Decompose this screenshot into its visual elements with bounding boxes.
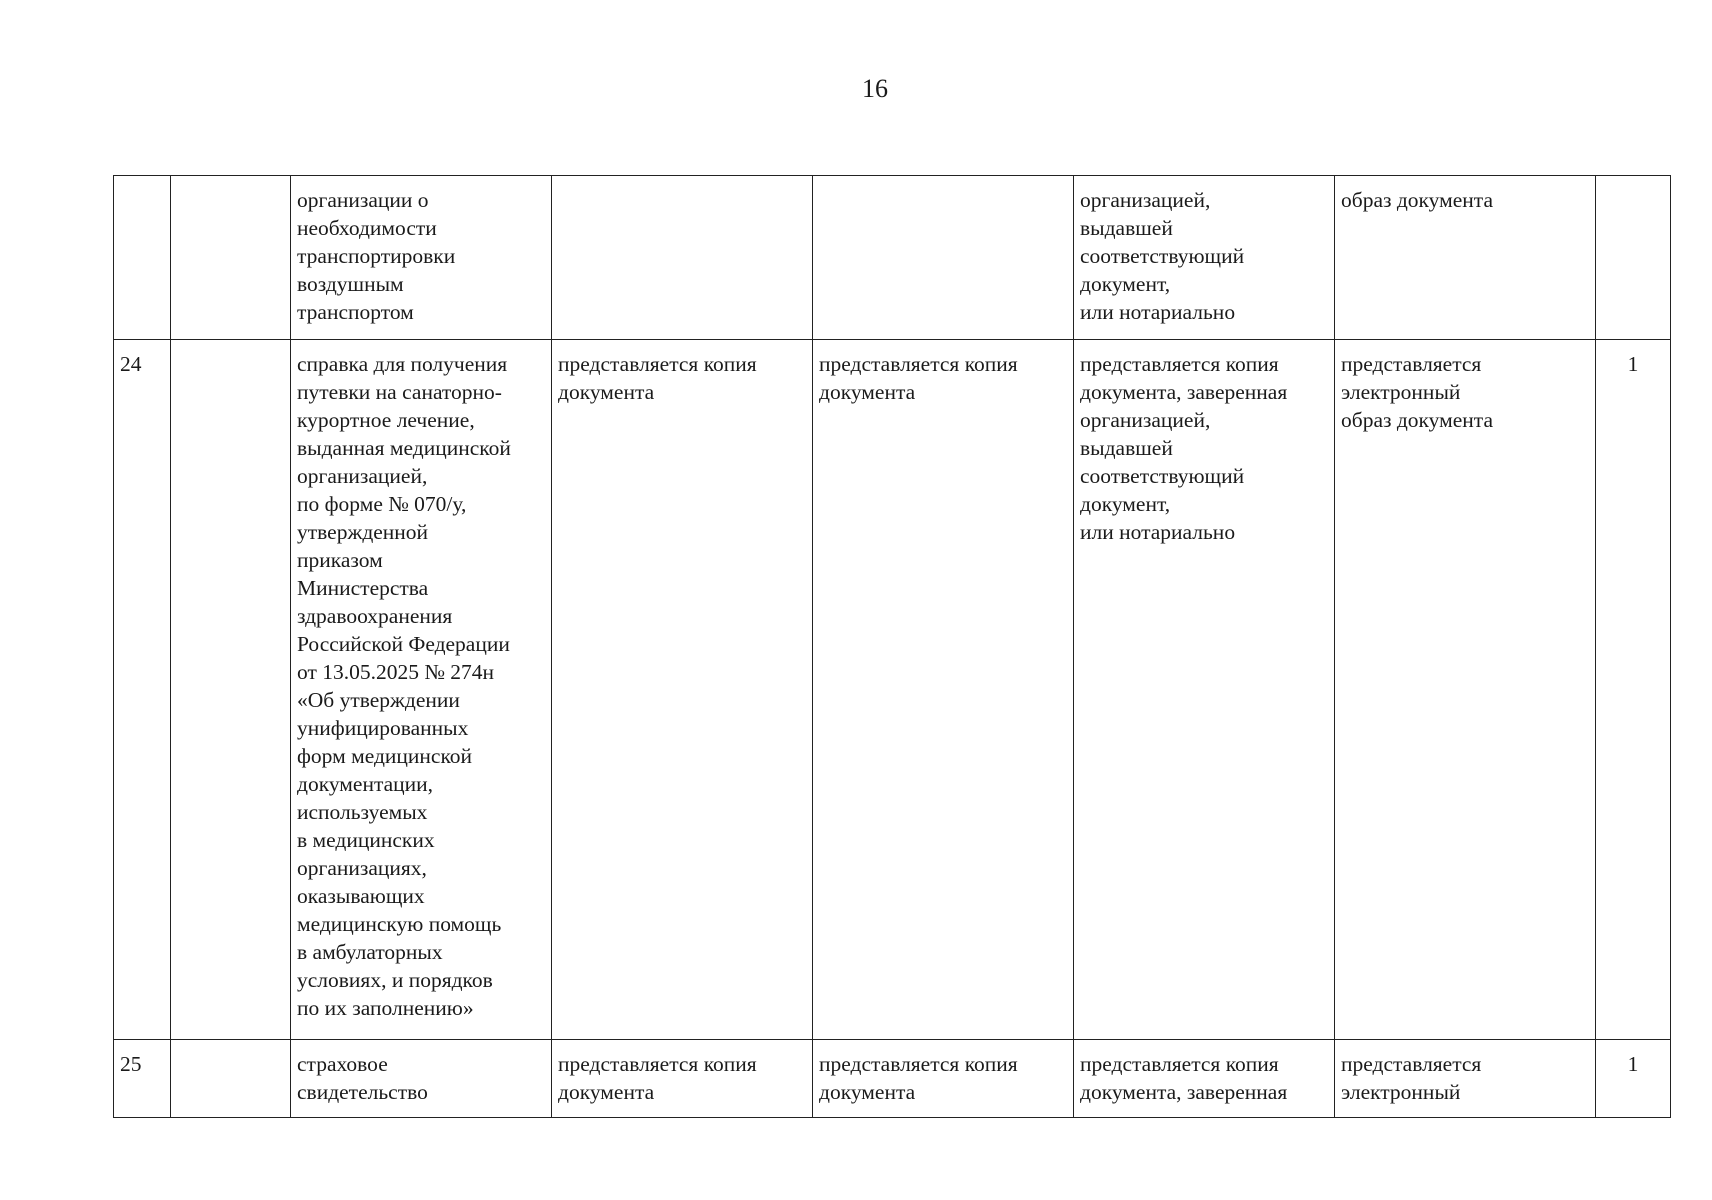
table-cell: представляется копия документа [813, 340, 1074, 1040]
table-cell: организацией, выдавшей соответствующий документ, или нотариально [1074, 176, 1335, 340]
count-cell [1596, 176, 1671, 340]
row-number-cell [114, 176, 171, 340]
document-name-cell: справка для получения путевки на санаторно- курортное лечение, выданная медицинской организацией, по форме № 070/у, утвержденной приказом Министерства здравоохранения Российской Федерации от 13.05.2025 № 274н «Об утверждении унифицированных форм медицинской документации, используемых в медицинских организациях, оказывающих медицинскую помощь в амбулаторных условиях, и порядков по их заполнению» [291, 340, 552, 1040]
table-cell [171, 340, 291, 1040]
document-name-cell: страховое свидетельство [291, 1040, 552, 1118]
table-cell: представляется копия документа [552, 1040, 813, 1118]
table-cell: представляется копия документа [552, 340, 813, 1040]
document-name-cell: организации о необходимости транспортировки воздушным транспортом [291, 176, 552, 340]
table-cell [552, 176, 813, 340]
table-cell: представляется электронный [1335, 1040, 1596, 1118]
table-row [114, 340, 1671, 1040]
table-cell: представляется копия документа, заверенная [1074, 1040, 1335, 1118]
table-cell: представляется электронный образ документа [1335, 340, 1596, 1040]
page-number: 16 [862, 74, 888, 103]
table-cell: представляется копия документа, заверенная организацией, выдавшей соответствующий документ, или нотариально [1074, 340, 1335, 1040]
row-number-cell: 24 [114, 340, 171, 1040]
row-number-cell: 25 [114, 1040, 171, 1118]
documents-table [113, 175, 1671, 1118]
table-cell: представляется копия документа [813, 1040, 1074, 1118]
table-cell [171, 1040, 291, 1118]
count-cell: 1 [1596, 1040, 1671, 1118]
table-cell [813, 176, 1074, 340]
table-row [114, 1040, 1671, 1118]
count-cell: 1 [1596, 340, 1671, 1040]
table-row [114, 176, 1671, 340]
table-cell [171, 176, 291, 340]
table-cell: образ документа [1335, 176, 1596, 340]
